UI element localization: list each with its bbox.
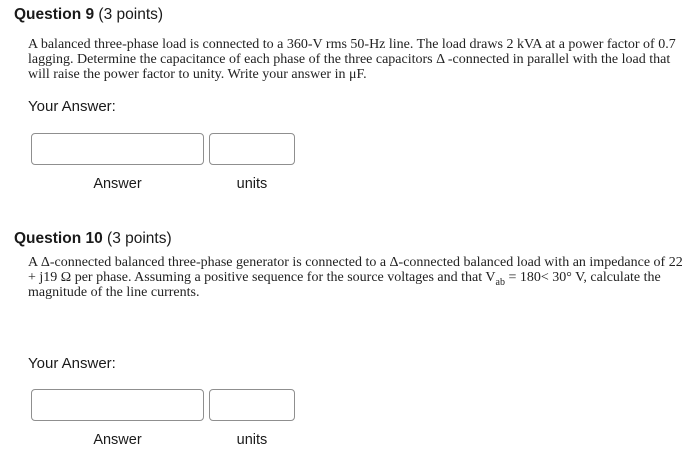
your-answer-label: Your Answer:: [28, 98, 116, 115]
units-field-label: units: [236, 432, 268, 448]
units-input[interactable]: [209, 389, 295, 421]
answer-field-label: Answer: [93, 176, 142, 192]
question-text: [28, 255, 683, 300]
answer-field-label: Answer: [93, 432, 142, 448]
question-points: (3 points): [107, 230, 172, 247]
question-header: [14, 6, 163, 24]
units-field-label: units: [236, 176, 268, 192]
question-text-main: A Δ-connected balanced three-phase generator is connected to a Δ-connected balanced load with an impedance of 22 + j19 Ω per phase. Assuming a positive sequence for the source voltages and that V: [28, 255, 683, 285]
question-header: [14, 230, 172, 248]
answer-input[interactable]: [31, 389, 204, 421]
question-text-tail: = 180< 30° V, calculate the magnitude of the line currents.: [28, 270, 661, 300]
answer-input[interactable]: [31, 133, 204, 165]
question-points: (3 points): [98, 6, 164, 23]
voltage-subscript: ab: [495, 276, 505, 288]
your-answer-label: Your Answer:: [28, 355, 116, 372]
question-title: Question 9: [14, 6, 95, 23]
question-text: A balanced three-phase load is connected to a 360-V rms 50-Hz line. The load draws 2 kVA at a power factor of 0.7 lagging. Determine the capacitance of each phase of the three capacitors Δ -connected in parallel with the load that will raise the power factor to unity. Write your answer in μF.: [28, 37, 676, 82]
question-title: Question 10: [14, 230, 103, 247]
units-input[interactable]: [209, 133, 295, 165]
